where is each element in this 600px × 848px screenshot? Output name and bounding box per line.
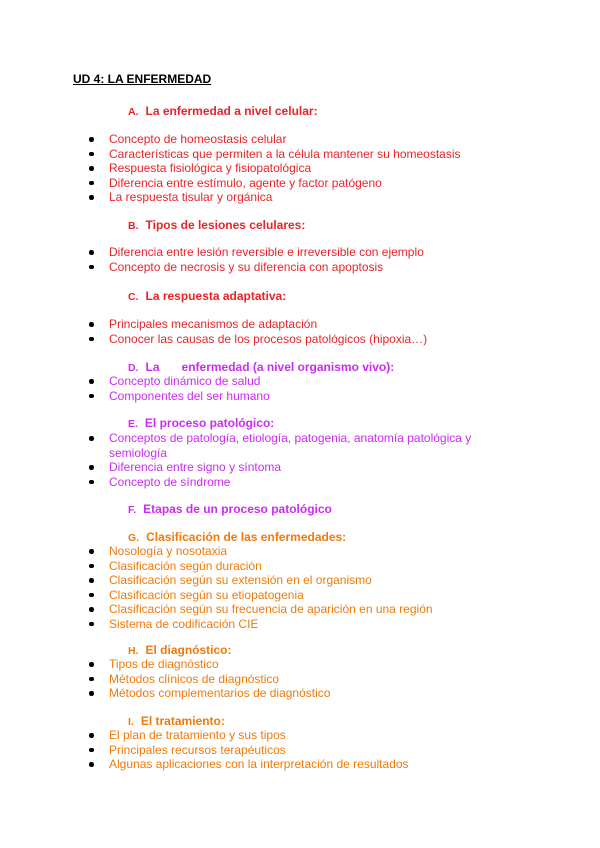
- list-item-text: Clasificación según su etiopatogenia: [109, 587, 304, 602]
- list-item: [80, 544, 500, 559]
- list-item: [80, 176, 500, 191]
- list-item: [80, 573, 500, 588]
- section-letter: F.: [128, 504, 137, 516]
- section-letter: H.: [128, 645, 139, 657]
- section-heading-i: [128, 714, 225, 728]
- section-heading-c: [128, 289, 286, 303]
- section-heading-g: [128, 530, 346, 544]
- bullet-icon: [89, 748, 94, 753]
- section-heading-h: [128, 643, 232, 657]
- bullet-icon: [89, 379, 94, 384]
- list-item-text: Métodos clínicos de diagnóstico: [109, 671, 280, 686]
- section-title-part1: La: [145, 360, 160, 374]
- list-item: [80, 317, 500, 332]
- list-item: [80, 728, 500, 743]
- section-heading-f: [128, 502, 332, 516]
- bullet-icon: [89, 265, 94, 270]
- list-item-text: Concepto dinámico de salud: [109, 374, 261, 388]
- bullet-icon: [89, 465, 94, 470]
- bullet-icon: [89, 195, 94, 200]
- list-item-text: Principales mecanismos de adaptación: [109, 317, 318, 331]
- section-list-d: [80, 374, 500, 403]
- list-item: [80, 260, 500, 275]
- list-item-text: Conocer las causas de los procesos patológicos (hipoxia…): [109, 331, 428, 346]
- bullet-icon: [89, 564, 94, 569]
- bullet-icon: [89, 250, 94, 255]
- bullet-icon: [89, 691, 94, 696]
- list-item-text: Conceptos de patología, etiología, patogenia, anatomía patológica y semiología: [109, 431, 472, 460]
- list-item-text: Concepto de necrosis y su diferencia con apoptosis: [109, 259, 384, 274]
- list-item: [80, 332, 500, 347]
- bullet-icon: [89, 662, 94, 667]
- list-item-text: El plan de tratamiento y sus tipos: [109, 728, 286, 742]
- list-item: [80, 559, 500, 574]
- section-heading-a: [128, 104, 318, 118]
- list-item-text: Principales recursos terapéuticos: [109, 742, 286, 757]
- section-list-g: [80, 544, 500, 631]
- list-item-text: La respuesta tisular y orgánica: [109, 190, 273, 204]
- list-item-text: Diferencia entre estímulo, agente y factor patógeno: [109, 175, 382, 190]
- list-item-text: Concepto de homeostasis celular: [109, 132, 287, 146]
- list-item: [80, 757, 500, 772]
- list-item-text: Características que permiten a la célula mantener su homeostasis: [109, 146, 461, 161]
- section-title: Tipos de lesiones celulares:: [145, 218, 306, 232]
- section-letter: I.: [128, 716, 134, 728]
- list-item: [80, 132, 500, 147]
- page-title: UD 4: LA ENFERMEDAD: [73, 72, 212, 86]
- list-item: [80, 161, 500, 176]
- list-item: [80, 672, 500, 687]
- bullet-icon: [89, 578, 94, 583]
- bullet-icon: [89, 181, 94, 186]
- bullet-icon: [89, 436, 94, 441]
- list-item-text: Respuesta fisiológica y fisiopatológica: [109, 161, 312, 175]
- list-item: [80, 245, 500, 260]
- section-title: El diagnóstico:: [145, 643, 232, 657]
- list-item: [80, 431, 480, 460]
- list-item-text: Sistema de codificación CIE: [109, 616, 259, 631]
- bullet-icon: [89, 677, 94, 682]
- bullet-icon: [89, 137, 94, 142]
- list-item-text: Clasificación según su frecuencia de aparición en una región: [109, 602, 433, 616]
- section-list-h: [80, 657, 500, 701]
- list-item-text: Clasificación según su extensión en el organismo: [109, 573, 372, 587]
- section-title: El proceso patológico:: [144, 416, 275, 430]
- bullet-icon: [89, 762, 94, 767]
- bullet-icon: [89, 733, 94, 738]
- list-item-text: Concepto de síndrome: [109, 474, 231, 489]
- list-item-text: Métodos complementarios de diagnóstico: [109, 686, 331, 700]
- bullet-icon: [89, 622, 94, 627]
- bullet-icon: [89, 337, 94, 342]
- section-list-i: [80, 728, 500, 772]
- section-title: La enfermedad a nivel celular:: [145, 104, 318, 118]
- bullet-icon: [89, 607, 94, 612]
- section-letter: C.: [128, 291, 139, 303]
- section-letter: A.: [128, 106, 139, 118]
- section-list-e: [80, 431, 480, 489]
- list-item: [80, 602, 500, 617]
- list-item: [80, 374, 500, 389]
- bullet-icon: [89, 549, 94, 554]
- list-item: [80, 743, 500, 758]
- bullet-icon: [89, 593, 94, 598]
- section-title: El tratamiento:: [140, 714, 225, 728]
- list-item-text: Componentes del ser humano: [109, 388, 270, 403]
- bullet-icon: [89, 166, 94, 171]
- list-item: [80, 617, 500, 632]
- list-item: [80, 190, 500, 205]
- list-item-text: Diferencia entre lesión reversible e irreversible con ejemplo: [109, 245, 424, 259]
- section-list-b: [80, 245, 500, 274]
- bullet-icon: [89, 480, 94, 485]
- list-item: [80, 588, 500, 603]
- bullet-icon: [89, 152, 94, 157]
- section-letter: B.: [128, 220, 139, 232]
- section-list-a: [80, 132, 500, 205]
- bullet-icon: [89, 322, 94, 327]
- list-item-text: Clasificación según duración: [109, 558, 262, 573]
- section-title-part2: enfermedad (a nivel organismo vivo):: [181, 360, 395, 374]
- section-title: Clasificación de las enfermedades:: [146, 530, 347, 544]
- list-item: [80, 475, 480, 490]
- list-item-text: Tipos de diagnóstico: [109, 657, 219, 671]
- section-title: Etapas de un proceso patológico: [143, 502, 332, 516]
- list-item: [80, 686, 500, 701]
- section-list-c: [80, 317, 500, 346]
- section-letter: E.: [128, 418, 138, 430]
- list-item-text: Algunas aplicaciones con la interpretación de resultados: [109, 757, 409, 771]
- bullet-icon: [89, 394, 94, 399]
- section-title: La respuesta adaptativa:: [145, 289, 287, 303]
- list-item-text: Nosología y nosotaxia: [109, 544, 228, 558]
- list-item: [80, 147, 500, 162]
- section-letter: D.: [128, 362, 139, 374]
- list-item: [80, 389, 500, 404]
- list-item-text: Diferencia entre signo y síntoma: [109, 460, 282, 474]
- section-letter: G.: [128, 532, 140, 544]
- list-item: [80, 460, 480, 475]
- section-heading-b: [128, 218, 305, 232]
- section-heading-e: [128, 416, 274, 430]
- list-item: [80, 657, 500, 672]
- section-heading-d: [128, 360, 394, 374]
